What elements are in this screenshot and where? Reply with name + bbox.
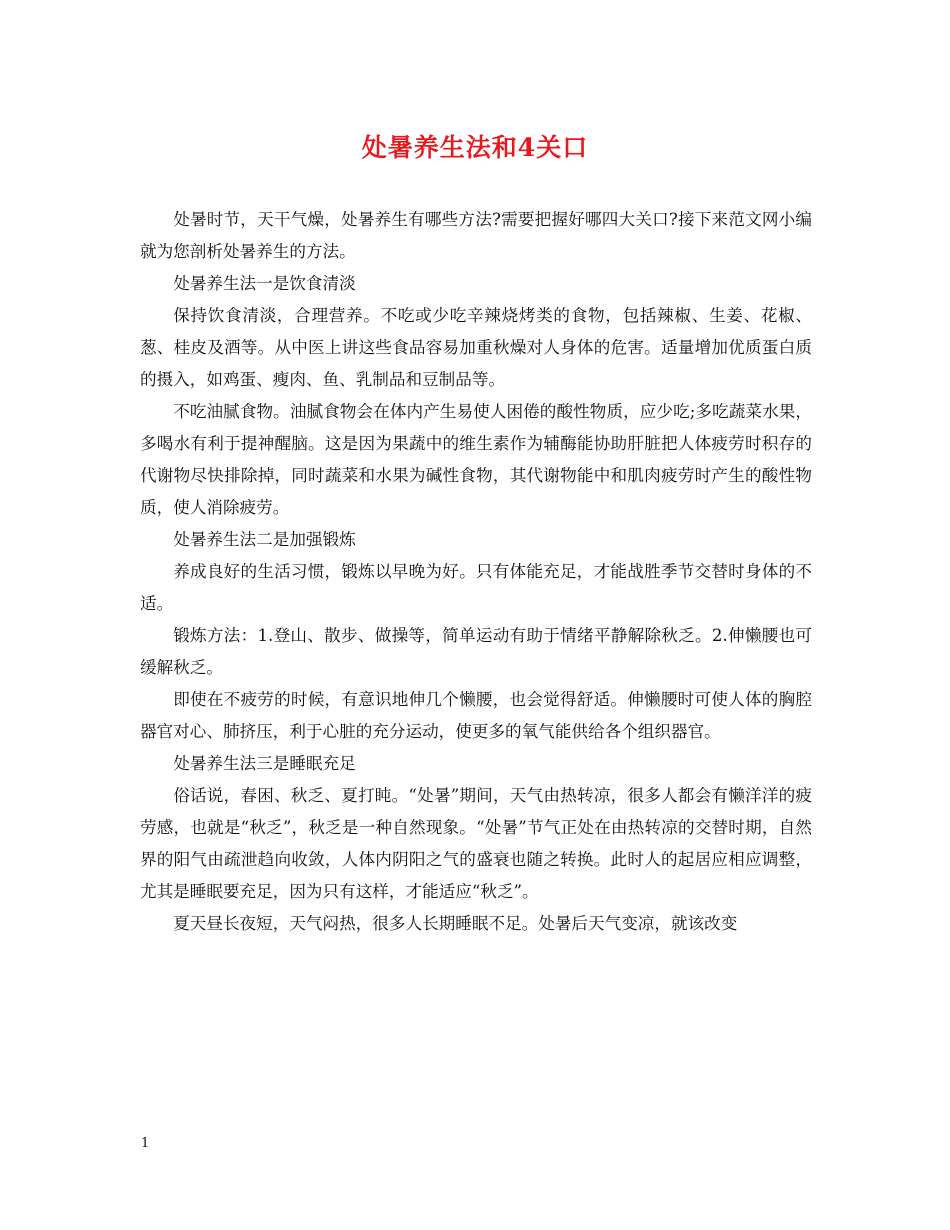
paragraph-sleep-autumn-fatigue: 俗话说，春困、秋乏、夏打盹。“处暑”期间，天气由热转凉，很多人都会有懒洋洋的疲劳感，也就是“秋乏”，秋乏是一种自然现象。“处暑”节气正处在由热转凉的交替时期，自然界的阳气由疏泄趋向收敛，人体内阴阳之气的盛衰也随之转换。此时人的起居应相应调整，尤其是睡眠要充足，因为只有这样，才能适应“秋乏”。 [140, 786, 812, 901]
paragraph-sleep-summer: 夏天昼长夜短，天气闷热，很多人长期睡眠不足。处暑后天气变凉，就该改变 [173, 914, 738, 933]
paragraph-diet-light: 保持饮食清淡，合理营养。不吃或少吃辛辣烧烤类的食物，包括辣椒、生姜、花椒、葱、桂皮及酒等。从中医上讲这些食品容易加重秋燥对人身体的危害。适量增加优质蛋白质的摄入，如鸡蛋、瘦肉、鱼、乳制品和豆制品等。 [140, 306, 812, 389]
document-body [140, 204, 812, 940]
paragraph-diet-greasy: 不吃油腻食物。油腻食物会在体内产生易使人困倦的酸性物质，应少吃;多吃蔬菜水果，多喝水有利于提神醒脑。这是因为果蔬中的维生素作为辅酶能协助肝脏把人体疲劳时积存的代谢物尽快排除掉，同时蔬菜和水果为碱性食物，其代谢物能中和肌肉疲劳时产生的酸性物质，使人消除疲劳。 [140, 402, 812, 517]
section-heading-exercise: 处暑养生法二是加强锻炼 [173, 530, 356, 549]
section-heading-sleep: 处暑养生法三是睡眠充足 [173, 754, 356, 773]
paragraph-intro: 处暑时节，天干气燥，处暑养生有哪些方法?需要把握好哪四大关口?接下来范文网小编就为您剖析处暑养生的方法。 [140, 210, 812, 261]
section-heading-diet: 处暑养生法一是饮食清淡 [173, 274, 356, 293]
paragraph-exercise-methods: 锻炼方法：1.登山、散步、做操等，简单运动有助于情绪平静解除秋乏。2.伸懒腰也可缓解秋乏。 [140, 626, 812, 677]
document-title: 处暑养生法和4关口 [361, 133, 589, 162]
paragraph-exercise-habit: 养成良好的生活习惯，锻炼以早晚为好。只有体能充足，才能战胜季节交替时身体的不适。 [140, 562, 812, 613]
paragraph-exercise-stretch: 即使在不疲劳的时候，有意识地伸几个懒腰，也会觉得舒适。伸懒腰时可使人体的胸腔器官对心、肺挤压，利于心脏的充分运动，使更多的氧气能供给各个组织器官。 [140, 690, 812, 741]
page-number: 1 [141, 1136, 150, 1151]
